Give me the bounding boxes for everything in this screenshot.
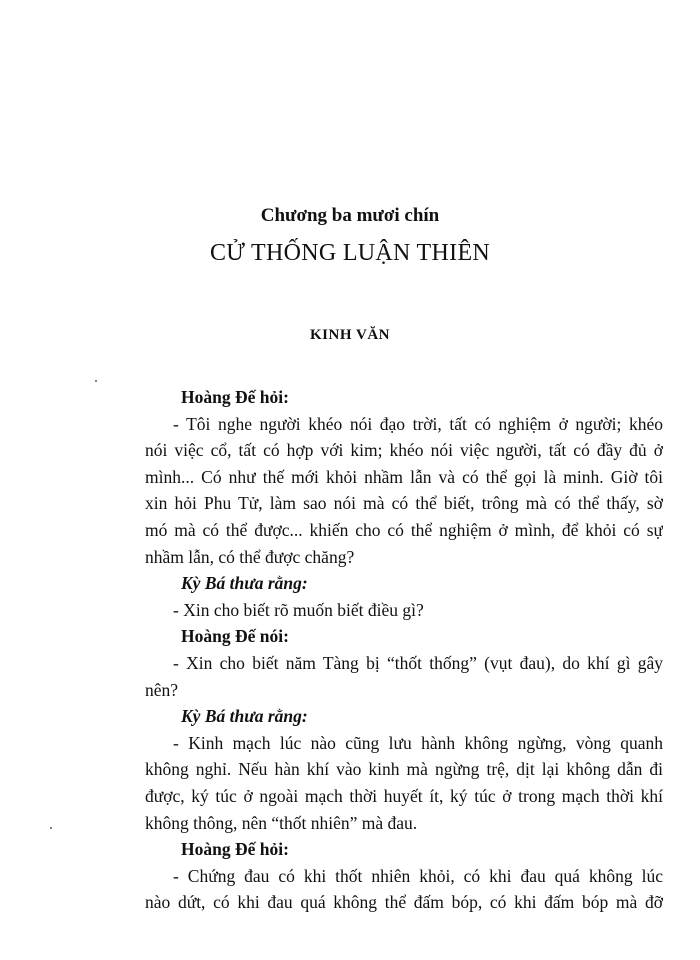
speaker-label: Hoàng Đế hỏi: bbox=[181, 387, 289, 407]
text-line: không thông, nên “thốt nhiên” mà đau. bbox=[145, 812, 418, 833]
text-line: nhầm lẫn, có thể được chăng? bbox=[145, 546, 355, 567]
text-line: - Xin cho biết rõ muốn biết điều gì? bbox=[173, 599, 424, 620]
speaker-label: Hoàng Đế nói: bbox=[181, 626, 289, 647]
text-line: - Xin cho biết năm Tàng bị “thốt thống” (vụt đau), do khí gì gây bbox=[173, 652, 663, 673]
text-line: mình... Có như thế mới khỏi nhầm lẫn và có thể gọi là minh. Giờ tôi bbox=[145, 466, 663, 487]
scan-speck bbox=[95, 380, 97, 382]
text-line: - Kinh mạch lúc nào cũng lưu hành không ngừng, vòng quanh bbox=[173, 732, 663, 753]
text-line: nói việc cổ, tất có hợp với kim; khéo nói việc người, tất có đầy đủ ở bbox=[145, 440, 663, 461]
text-line: được, ký túc ở ngoài mạch thời huyết ít, ký túc ở trong mạch thời khí bbox=[145, 785, 663, 806]
text-line: - Tôi nghe người khéo nói đạo trời, tất có nghiệm ở người; khéo bbox=[173, 413, 663, 434]
text-line: nào dứt, có khi đau quá không thể đấm bóp, có khi đấm bóp mà đỡ bbox=[145, 892, 663, 913]
text-line: - Chứng đau có khi thốt nhiên khỏi, có khi đau quá không lúc bbox=[173, 865, 663, 886]
body-text bbox=[145, 384, 663, 916]
text-line: mó mà có thể được... khiến cho có thể nghiệm ở mình, để khỏi có sự bbox=[145, 519, 663, 540]
speaker-label: Kỳ Bá thưa rằng: bbox=[181, 706, 308, 727]
text-line: xin hỏi Phu Tử, làm sao nói mà có thể biết, trông mà có thể thấy, sờ bbox=[145, 493, 663, 514]
section-heading: KINH VĂN bbox=[310, 327, 390, 343]
speaker-label: Kỳ Bá thưa rằng: bbox=[181, 573, 308, 594]
scan-speck bbox=[50, 827, 52, 829]
speaker-label: Hoàng Đế hỏi: bbox=[181, 839, 289, 860]
text-line: không nghỉ. Nếu hàn khí vào kinh mà ngừng trệ, dịt lại không dẫn đi bbox=[145, 759, 663, 780]
text-line: nên? bbox=[145, 679, 179, 700]
chapter-title: CỬ THỐNG LUẬN THIÊN bbox=[209, 240, 491, 266]
chapter-label: Chương ba mươi chín bbox=[260, 205, 440, 226]
